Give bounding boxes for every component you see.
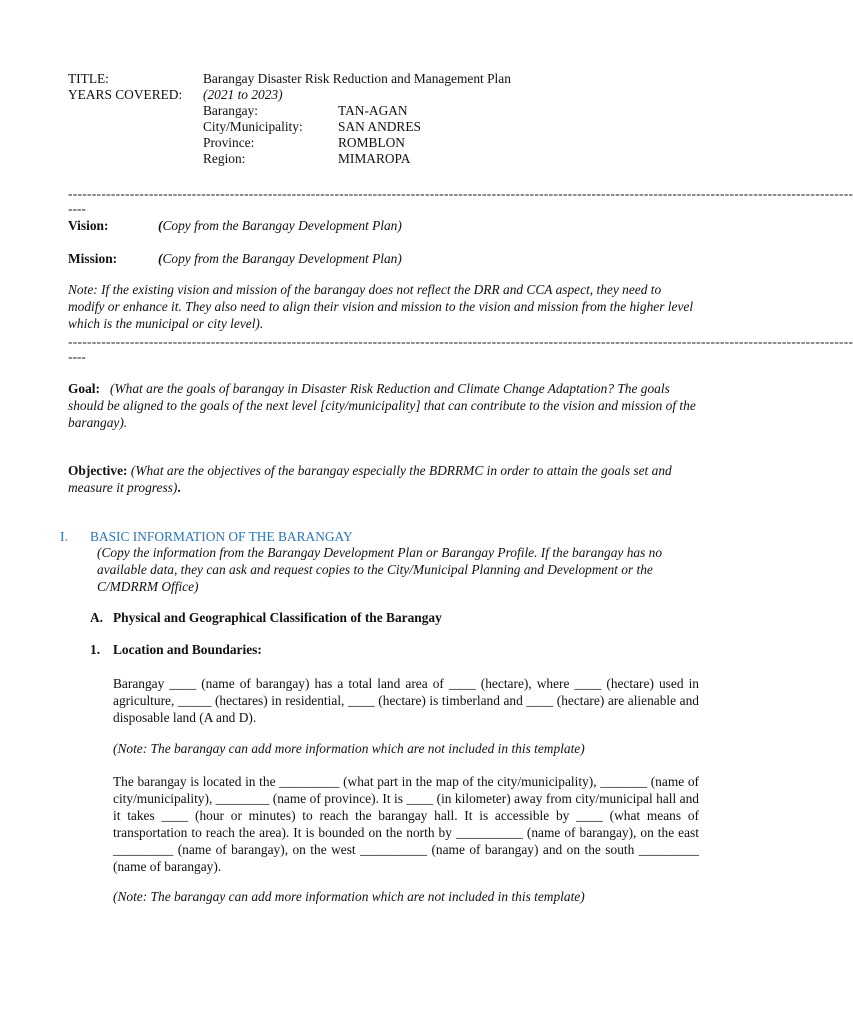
- note-paragraph: Note: If the existing vision and mission of the barangay does not reflect the DRR and CCA aspect, they need to modify or enhance it. They also need to align their vision and mission to the vision and mission from the higher level which is the municipal or city level).: [68, 282, 694, 331]
- mission-label: Mission:: [68, 251, 118, 266]
- mission-row: [68, 251, 117, 267]
- separator-line: ---------------------------------------------------------------------------------------------------------------------------------------------------------------------: [68, 186, 853, 201]
- separator-tail-2: ----: [68, 349, 86, 364]
- mission-open-paren: (: [158, 251, 163, 266]
- title-value: Barangay Disaster Risk Reduction and Management Plan: [203, 71, 511, 86]
- objective-text: (What are the objectives of the barangay especially the BDRRMC in order to attain the goals set and measure it progress): [68, 463, 672, 495]
- vision-row: [68, 218, 108, 234]
- field-value-province: ROMBLON: [338, 135, 405, 150]
- note-template-1: (Note: The barangay can add more information which are not included in this template): [113, 741, 585, 756]
- field-label-city: City/Municipality:: [203, 119, 303, 134]
- subsection-a-heading: Physical and Geographical Classification of the Barangay: [113, 610, 442, 625]
- land-area-paragraph: Barangay ____ (name of barangay) has a total land area of ____ (hectare), where ____ (hectare) used in agriculture, _____ (hectares) in residential, ____ (hectare) is timberland and ____ (hectare) are alienable and disposable land (A and D).: [113, 676, 699, 725]
- years-covered-label: YEARS COVERED:: [68, 87, 183, 102]
- field-label-barangay: Barangay:: [203, 103, 259, 118]
- goal-text: (What are the goals of barangay in Disaster Risk Reduction and Climate Change Adaptation? The goals should be aligned to the goals of the next level [city/municipality] that can contribute to the vision and mission of the barangay).: [68, 381, 696, 430]
- field-label-region: Region:: [203, 151, 246, 166]
- section-heading: BASIC INFORMATION OF THE BARANGAY: [90, 529, 353, 544]
- title-label: TITLE:: [68, 71, 109, 86]
- vision-value: Copy from the Barangay Development Plan): [162, 218, 402, 233]
- field-value-region: MIMAROPA: [338, 151, 411, 166]
- location-paragraph: The barangay is located in the _________ (what part in the map of the city/municipality), _______ (name of city/municipality), ________ (name of province). It is ____ (in kilometer) away from city/municipal hall and it takes ____ (hour or minutes) to reach the barangay hall. It is accessible by ____ (what means of transportation to reach the area). It is bounded on the north by __________ (name of barangay), on the east _________ (name of barangay), on the west __________ (name of barangay) and on the south _________ (name of barangay).: [113, 774, 699, 874]
- subsection-1-heading: Location and Boundaries:: [113, 642, 262, 657]
- vision-label: Vision:: [68, 218, 109, 233]
- separator-tail: ----: [68, 201, 86, 216]
- field-label-province: Province:: [203, 135, 255, 150]
- objective-label: Objective:: [68, 463, 128, 478]
- goal-label: Goal:: [68, 381, 100, 396]
- subsection-1-label: 1.: [90, 642, 101, 657]
- goal-paragraph: [68, 380, 699, 431]
- objective-paragraph: [68, 462, 699, 496]
- field-value-city: SAN ANDRES: [338, 119, 421, 134]
- section-number: I.: [60, 529, 68, 544]
- section-intro: (Copy the information from the Barangay Development Plan or Barangay Profile. If the barangay has no available data, they can ask and request copies to the City/Municipal Planning and Development or the C/MDRRM Office): [97, 545, 663, 594]
- mission-value: Copy from the Barangay Development Plan): [162, 251, 402, 266]
- subsection-a-label: A.: [90, 610, 104, 625]
- vision-text: [158, 218, 402, 234]
- separator-line-2: ---------------------------------------------------------------------------------------------------------------------------------------------------------------------: [68, 334, 853, 349]
- vision-open-paren: (: [158, 218, 163, 233]
- years-covered-value: (2021 to 2023): [203, 87, 283, 102]
- objective-end: .: [177, 480, 181, 495]
- note-template-2: (Note: The barangay can add more information which are not included in this template): [113, 889, 585, 904]
- field-value-barangay: TAN-AGAN: [338, 103, 408, 118]
- mission-text: [158, 251, 402, 267]
